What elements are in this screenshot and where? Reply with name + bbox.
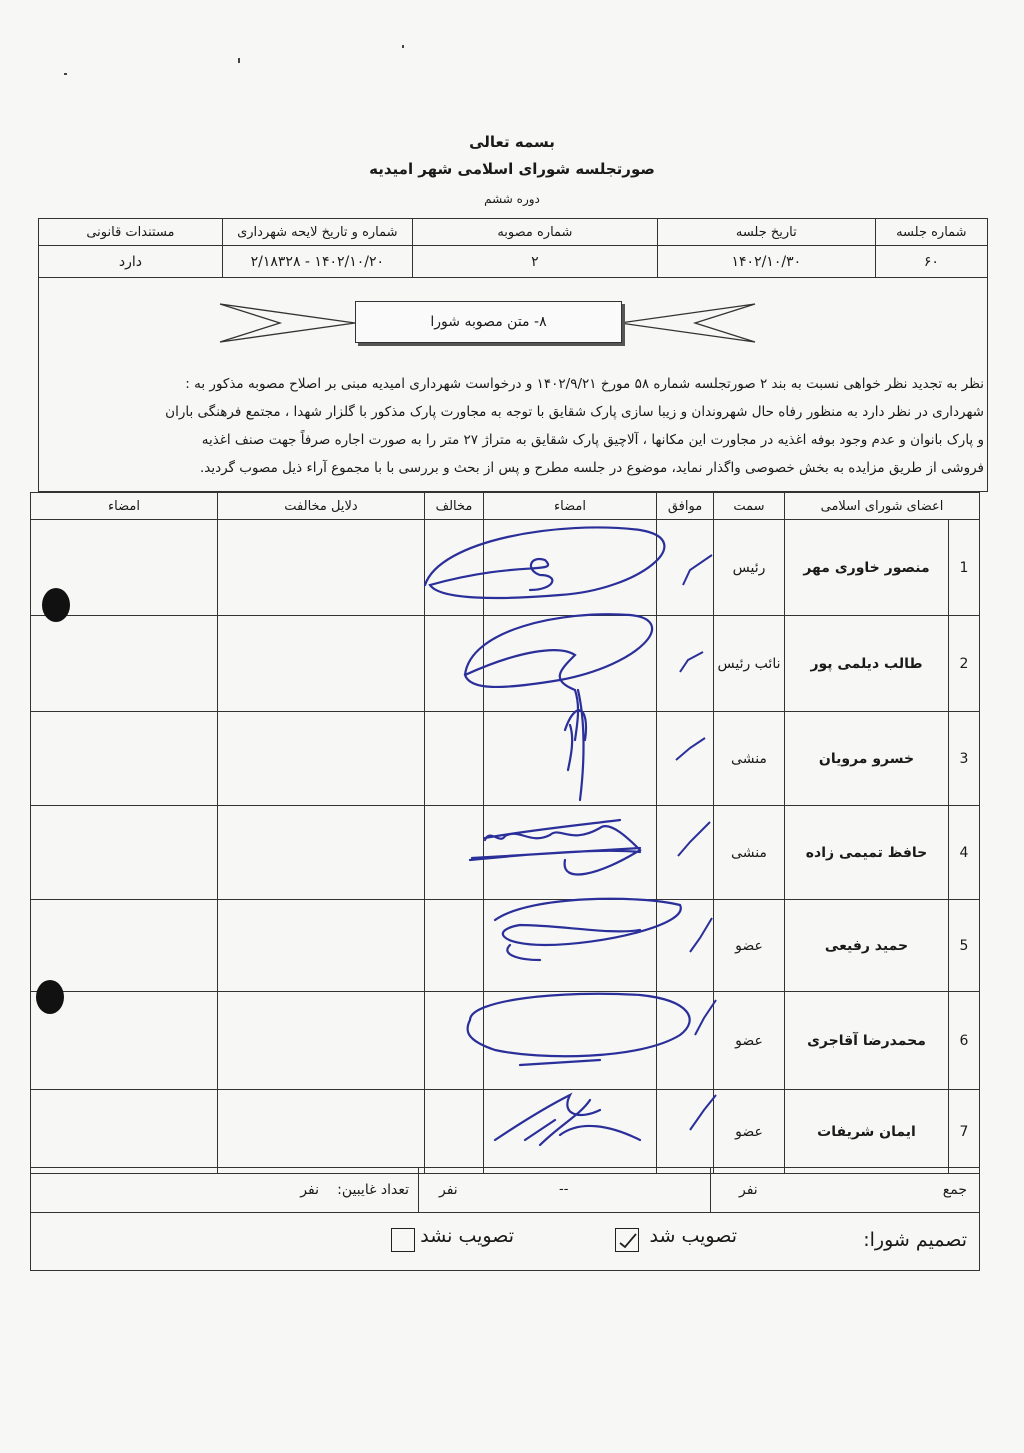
member-name: ایمان شریفات [785, 1090, 949, 1174]
table-row [31, 1090, 980, 1174]
meeting-info-table [38, 218, 988, 278]
oppose-cell [425, 900, 484, 992]
scan-speck [64, 73, 67, 75]
approved-label: تصویب شد [649, 1225, 737, 1247]
resolution-text-line: و پارک بانوان و عدم وجود بوفه اغذیه در مجاورت این مکانها ، آلاچیق پارک شقایق به متراژ ۲۷ متر را به صورت اجاره صرفاً جهت صنف اغذیه [201, 432, 984, 448]
row-number: 5 [949, 900, 980, 992]
resolution-text [44, 372, 984, 480]
member-position: منشی [714, 806, 785, 900]
oppose-cell-total [418, 1168, 711, 1212]
member-name: حافظ تمیمی زاده [785, 806, 949, 900]
punch-hole [42, 588, 70, 622]
member-name: حمید رفیعی [785, 900, 949, 992]
signature-cell-2 [31, 806, 218, 900]
absent-label: تعداد غایبین: [337, 1182, 409, 1198]
members-vote-table [30, 492, 980, 1174]
info-header-legal-docs: مستندات قانونی [39, 219, 223, 246]
resolution-text-line: نظر به تجدید نظر خواهی نسبت به بند ۲ صورتجلسه شماره ۵۸ مورخ ۱۴۰۲/۹/۲۱ و درخواست شهرداری امیدیه مبنی بر اصلاح مصوبه مذکور به : [185, 376, 984, 392]
signature-cell [484, 992, 657, 1090]
table-row [31, 992, 980, 1090]
punch-hole [36, 980, 64, 1014]
resolution-title: ۸- متن مصوبه شورا [355, 301, 622, 343]
row-number: 4 [949, 806, 980, 900]
reasons-cell [218, 1090, 425, 1174]
reasons-cell [218, 992, 425, 1090]
member-position: نائب رئیس [714, 616, 785, 712]
col-header-signature-2: امضاء [31, 493, 218, 520]
signature-cell [484, 900, 657, 992]
member-name: طالب دیلمی پور [785, 616, 949, 712]
col-header-members: اعضای شورای اسلامی [785, 493, 980, 520]
info-header-bill-number-date: شماره و تاریخ لایحه شهرداری [222, 219, 412, 246]
agree-count-unit: نفر [739, 1182, 758, 1198]
agree-mark [657, 900, 714, 992]
oppose-cell [425, 806, 484, 900]
col-header-agree: موافق [657, 493, 714, 520]
signature-cell-2 [31, 616, 218, 712]
scan-speck [402, 45, 404, 48]
member-name: خسرو مرویان [785, 712, 949, 806]
reasons-cell [218, 616, 425, 712]
agree-mark [657, 520, 714, 616]
member-position: عضو [714, 992, 785, 1090]
row-number: 2 [949, 616, 980, 712]
rejected-checkbox[interactable] [391, 1228, 415, 1252]
info-header-resolution-number: شماره مصوبه [412, 219, 657, 246]
row-number: 7 [949, 1090, 980, 1174]
reasons-cell [218, 712, 425, 806]
signature-cell [484, 520, 657, 616]
approved-checkbox[interactable] [615, 1228, 639, 1252]
reasons-cell [218, 900, 425, 992]
member-position: عضو [714, 900, 785, 992]
signature-cell-2 [31, 1090, 218, 1174]
signature-cell [484, 616, 657, 712]
member-position: منشی [714, 712, 785, 806]
info-session-date: ۱۴۰۲/۱۰/۳۰ [657, 246, 875, 278]
oppose-count-unit: نفر [439, 1182, 458, 1198]
absent-cell [31, 1168, 419, 1212]
signature-cell [484, 712, 657, 806]
agree-mark [657, 992, 714, 1090]
signature-cell [484, 1090, 657, 1174]
reasons-cell [218, 806, 425, 900]
scan-speck [238, 58, 240, 63]
row-number: 3 [949, 712, 980, 806]
info-resolution-number: ۲ [412, 246, 657, 278]
basmala: بسمه تعالی [469, 133, 555, 151]
table-row [31, 712, 980, 806]
reasons-cell [218, 520, 425, 616]
oppose-cell [425, 520, 484, 616]
member-name: منصور خاوری مهر [785, 520, 949, 616]
check-icon [616, 1229, 638, 1251]
agree-mark [657, 1090, 714, 1174]
document-title: صورتجلسه شورای اسلامی شهر امیدیه [369, 160, 655, 178]
info-session-number: ۶۰ [875, 246, 987, 278]
info-header-session-number: شماره جلسه [875, 219, 987, 246]
decision-label: تصمیم شورا: [863, 1229, 967, 1251]
agree-mark [657, 616, 714, 712]
info-bill-number-date: ۱۴۰۲/۱۰/۲۰ - ۲/۱۸۳۲۸ [222, 246, 412, 278]
member-position: عضو [714, 1090, 785, 1174]
sum-label: جمع [942, 1182, 967, 1198]
totals-row [30, 1167, 980, 1213]
row-number: 6 [949, 992, 980, 1090]
col-header-opposition-reasons: دلایل مخالفت [218, 493, 425, 520]
col-header-signature: امضاء [484, 493, 657, 520]
agree-mark [657, 806, 714, 900]
oppose-cell [425, 1090, 484, 1174]
row-number: 1 [949, 520, 980, 616]
oppose-cell [425, 992, 484, 1090]
oppose-cell [425, 712, 484, 806]
signature-cell-2 [31, 712, 218, 806]
agree-mark [657, 712, 714, 806]
oppose-cell [425, 616, 484, 712]
member-position: رئیس [714, 520, 785, 616]
absent-count-unit: نفر [300, 1182, 319, 1198]
table-row [31, 616, 980, 712]
col-header-position: سمت [714, 493, 785, 520]
signature-cell [484, 806, 657, 900]
resolution-text-line: شهرداری در نظر دارد به منظور رفاه حال شهروندان و زیبا سازی پارک شقایق با توجه به مجاورت پارک مذکور با گلزار شهدا ، مجتمع فرهنگی باران [165, 404, 984, 420]
info-legal-docs: دارد [39, 246, 223, 278]
member-name: محمدرضا آقاجری [785, 992, 949, 1090]
decision-row [30, 1213, 980, 1271]
sum-cell [710, 1168, 979, 1212]
resolution-text-line: فروشی از طریق مزایده به بخش خصوصی واگذار نماید، موضوع در جلسه مطرح و پس از بحث و بررسی با با مجموع آراء ذیل مصوب گردید. [199, 460, 984, 476]
term-label: دوره ششم [484, 192, 540, 206]
rejected-label: تصویب نشد [420, 1225, 514, 1247]
info-header-session-date: تاریخ جلسه [657, 219, 875, 246]
table-row [31, 806, 980, 900]
signature-cell-2 [31, 900, 218, 992]
oppose-count-dash: -- [559, 1182, 569, 1197]
table-row [31, 520, 980, 616]
table-row [31, 900, 980, 992]
col-header-oppose: مخالف [425, 493, 484, 520]
